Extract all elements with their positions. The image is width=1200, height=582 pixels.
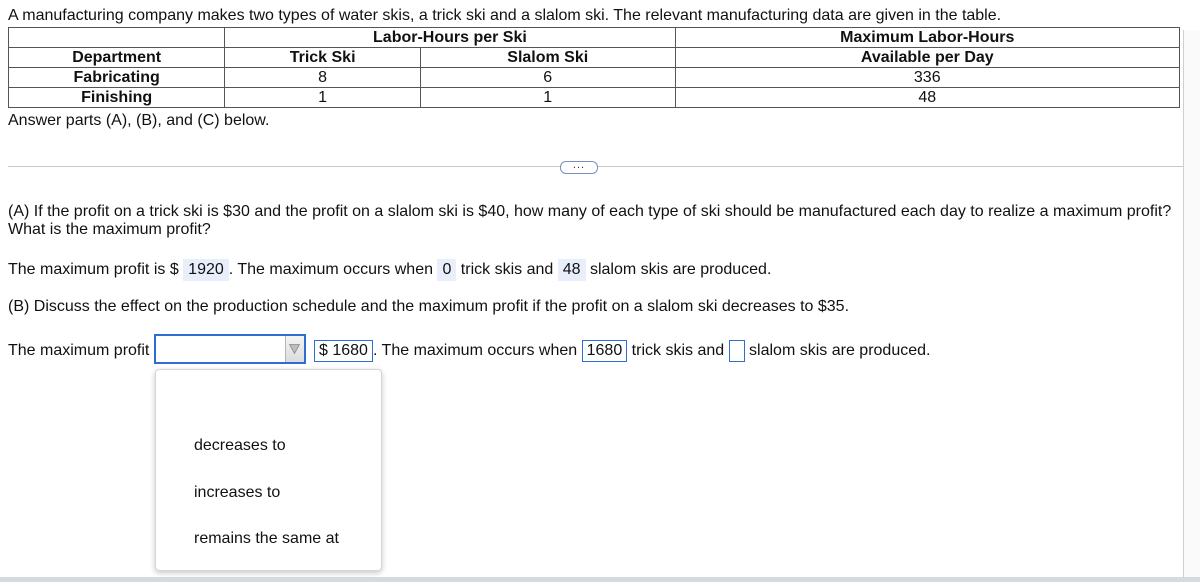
answer-text: slalom skis are produced. [749,342,931,360]
part-b-question: (B) Discuss the effect on the production schedule and the maximum profit if the profit on a slalom ski decreases to $35. [8,298,850,315]
answer-text: slalom skis are produced. [589,261,772,278]
max-profit-answer: 1920 [183,259,229,281]
table-row [9,88,1180,108]
triangle-down-icon [289,344,300,354]
dropdown-option-same[interactable]: remains the same at [194,530,339,547]
max-hours-header-line1: Maximum Labor-Hours [675,28,1179,48]
department-header: Department [9,48,225,68]
answer-text: . The maximum occurs when [228,261,433,278]
max-hours-cell: 48 [675,88,1179,108]
dollar-sign: $ [319,342,328,359]
dropdown-option-increases[interactable]: increases to [194,484,281,501]
trick-ski-header: Trick Ski [225,48,421,68]
trick-skis-answer: 0 [437,259,456,281]
answer-text: . The maximum occurs when [372,342,578,360]
slalom-hours-cell: 6 [420,68,675,88]
max-hours-header-line2: Available per Day [675,48,1179,68]
department-cell: Fabricating [9,68,225,88]
profit-b-input[interactable] [314,340,373,362]
trick-hours-cell: 8 [225,68,421,88]
answer-text: The maximum profit is $ [8,261,179,278]
part-b-answer-line [314,340,930,362]
profit-change-dropdown[interactable] [154,334,306,364]
dropdown-menu [155,369,382,571]
department-cell: Finishing [9,88,225,108]
answer-text: trick skis and [460,261,554,278]
table-header-row [9,48,1180,68]
bottom-scrollbar[interactable] [0,577,1200,582]
dropdown-arrow[interactable] [285,336,304,362]
labor-hours-header: Labor-Hours per Ski [225,28,675,48]
instructions: Answer parts (A), (B), and (C) below. [8,112,270,129]
expand-more-button[interactable]: ... [560,161,598,174]
part-a-question-line1: (A) If the profit on a trick ski is $30 and the profit on a slalom ski is $40, how many of each type of ski should be manufactured each day to realize a maximum profit? [8,203,1172,220]
answer-text: trick skis and [631,342,725,360]
problem-intro: A manufacturing company makes two types of water skis, a trick ski and a slalom ski. The relevant manufacturing data are given in the table. [8,7,1002,24]
slalom-ski-header: Slalom Ski [420,48,675,68]
part-a-answer-line [8,259,771,281]
trick-skis-b-input[interactable]: 1680 [582,340,628,362]
trick-hours-cell: 1 [225,88,421,108]
slalom-skis-answer: 48 [558,259,586,281]
part-b-prefix: The maximum profit [8,342,150,359]
max-hours-cell: 336 [675,68,1179,88]
slalom-hours-cell: 1 [420,88,675,108]
part-a-question-line2: What is the maximum profit? [8,221,211,238]
profit-b-value: 1680 [332,342,368,359]
slalom-skis-b-input[interactable] [729,340,745,362]
table-row [9,68,1180,88]
scrollbar[interactable] [1183,30,1200,582]
dropdown-option-decreases[interactable]: decreases to [194,437,286,454]
labor-hours-table [8,27,1180,108]
table-header-row [9,28,1180,48]
